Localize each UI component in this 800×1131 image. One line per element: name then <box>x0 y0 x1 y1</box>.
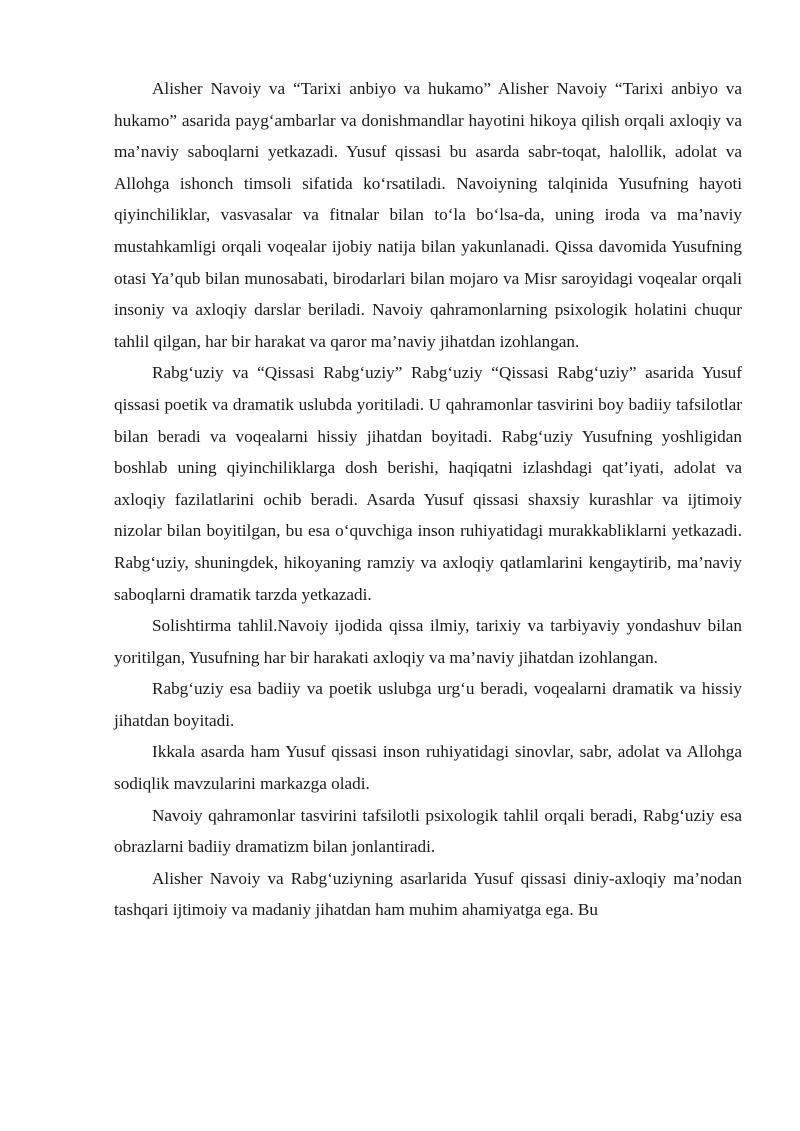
document-body <box>114 73 742 926</box>
paragraph-common-themes: Ikkala asarda ham Yusuf qissasi inson ruhiyatidagi sinovlar, sabr, adolat va Allohga sodiqlik mavzularini markazga oladi. <box>114 742 742 794</box>
paragraph-character-depiction: Navoiy qahramonlar tasvirini tafsilotli psixologik tahlil orqali beradi, Rabg‘uziy esa obrazlarni badiiy dramatizm bilan jonlantiradi. <box>114 805 742 857</box>
paragraph-navoiy-tarixi-anbiyo: Alisher Navoiy va “Tarixi anbiyo va hukamo” Alisher Navoiy “Tarixi anbiyo va hukamo” asarida payg‘ambarlar va donishmandlar hayotini hikoya qilish orqali axloqiy va ma’naviy saboqlarni yetkazadi. Yusuf qissasi bu asarda sabr-toqat, halollik, adolat va Allohga ishonch timsoli sifatida ko‘rsatiladi. Navoiyning talqinida Yusufning hayoti qiyinchiliklar, vasvasalar va fitnalar bilan to‘la bo‘lsa-da, uning iroda va ma’naviy mustahkamligi orqali voqealar ijobiy natija bilan yakunlanadi. Qissa davomida Yusufning otasi Ya’qub bilan munosabati, birodarlari bilan mojaro va Misr saroyidagi voqealar orqali insoniy va axloqiy darslar beriladi. Navoiy qahramonlarning psixologik holatini chuqur tahlil qilgan, har bir harakat va qaror ma’naviy jihatdan izohlangan. <box>114 79 742 351</box>
paragraph-rabguziy-style: Rabg‘uziy esa badiiy va poetik uslubga urg‘u beradi, voqealarni dramatik va hissiy jihatdan boyitadi. <box>114 679 742 730</box>
paragraph-comparative-analysis: Solishtirma tahlil.Navoiy ijodida qissa ilmiy, tarixiy va tarbiyaviy yondashuv bilan yoritilgan, Yusufning har bir harakati axloqiy va ma’naviy jihatdan izohlangan. <box>114 616 742 667</box>
paragraph-significance: Alisher Navoiy va Rabg‘uziyning asarlarida Yusuf qissasi diniy-axloqiy ma’nodan tashqari ijtimoiy va madaniy jihatdan ham muhim ahamiyatga ega. Bu <box>114 868 742 920</box>
paragraph-rabguziy-qissasi: Rabg‘uziy va “Qissasi Rabg‘uziy” Rabg‘uziy “Qissasi Rabg‘uziy” asarida Yusuf qissasi poetik va dramatik uslubda yoritiladi. U qahramonlar tasvirini boy badiiy tafsilotlar bilan beradi va voqealarni hissiy jihatdan boyitadi. Rabg‘uziy Yusufning yoshligidan boshlab uning qiyinchiliklarga dosh berishi, haqiqatni izlashdagi qat’iyati, adolat va axloqiy fazilatlarini ochib beradi. Asarda Yusuf qissasi shaxsiy kurashlar va ijtimoiy nizolar bilan boyitilgan, bu esa o‘quvchiga inson ruhiyatidagi murakkabliklarni yetkazadi. Rabg‘uziy, shuningdek, hikoyaning ramziy va axloqiy qatlamlarini kengaytirib, ma’naviy saboqlarni dramatik tarzda yetkazadi. <box>114 363 742 604</box>
